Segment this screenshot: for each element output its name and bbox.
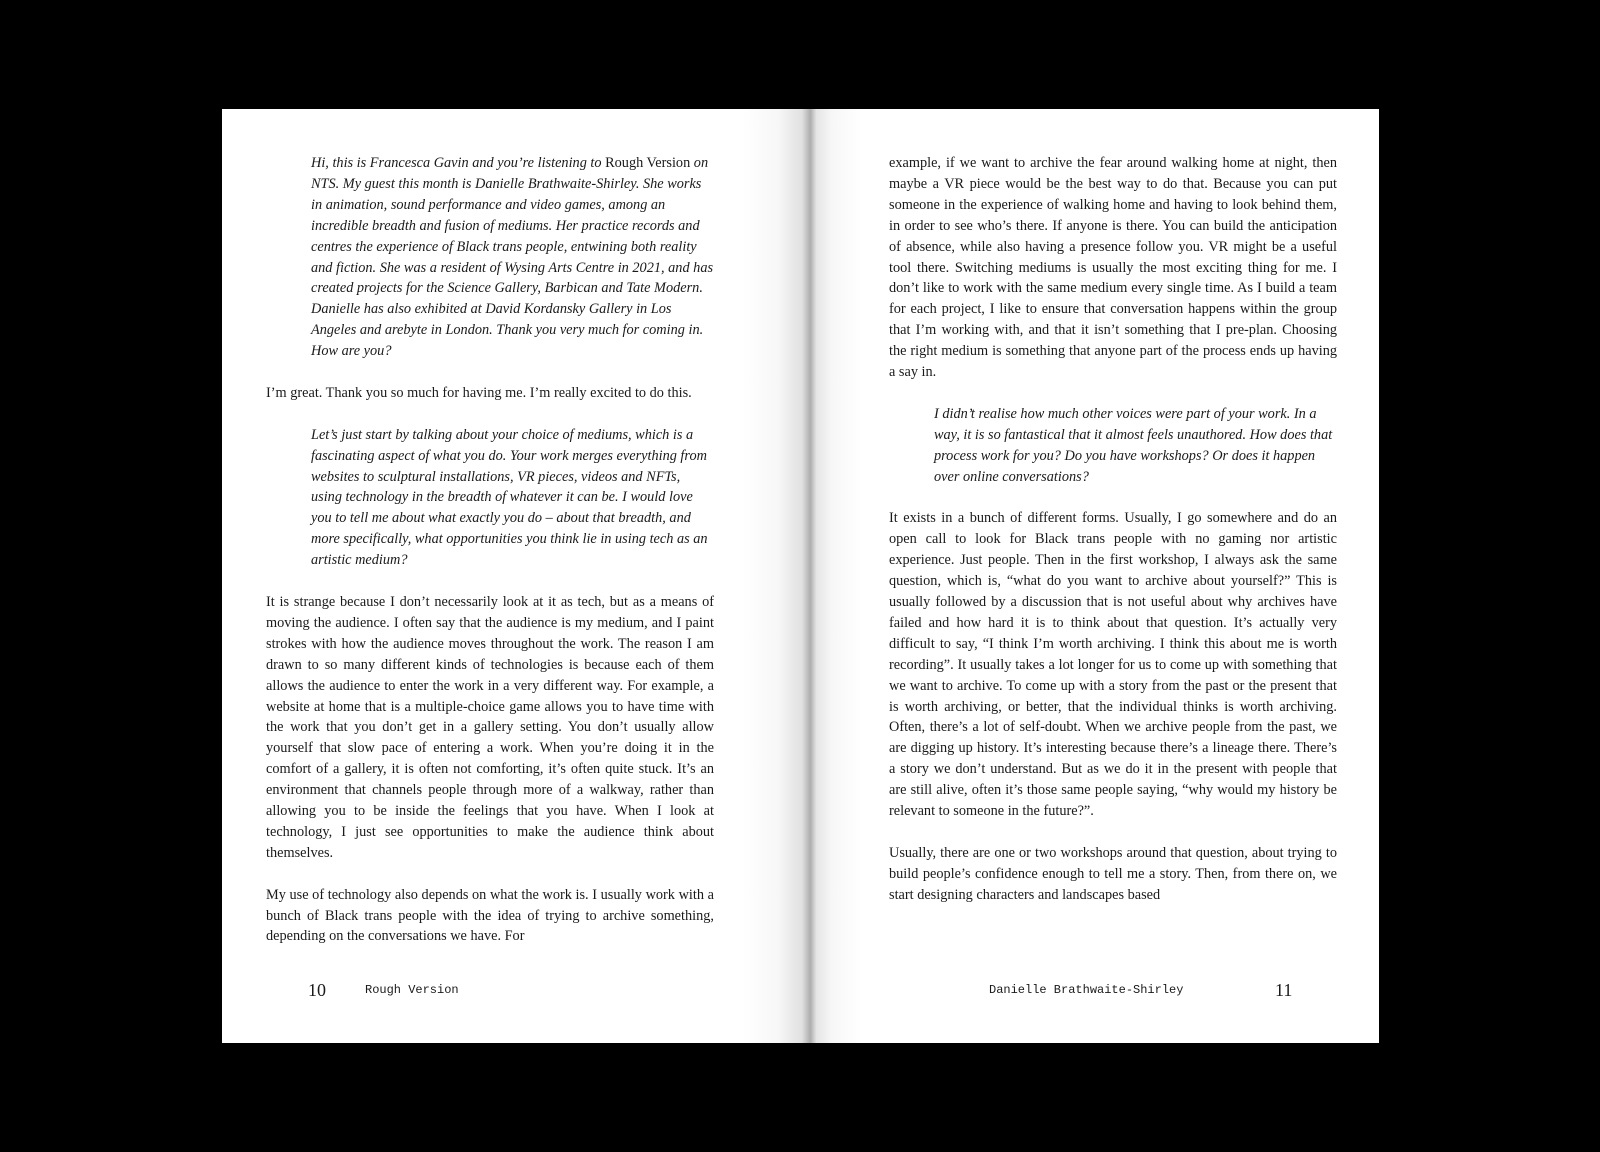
answer-paragraph: It is strange because I don’t necessarily look at it as tech, but as a means of moving the audience. I often say that the audience is my medium, and I paint strokes with how the audience moves throughout the work. The reason I am drawn to so many different kinds of technologies is because each of them allows the audience to enter the work in a very different way. For example, a website at home that is a multiple-choice game allows you to have time with the work that you don’t get in a gallery setting. You don’t usually allow yourself that slow pace of entering a work. When you’re doing it in the comfort of a gallery, it is often not comforting, it’s often quite stuck. It’s an environment that channels people through more of a walkway, rather than allowing you to be inside the feelings that you have. When I look at technology, I just see opportunities to make the audience think about themselves. (266, 593, 714, 861)
left-page (266, 153, 714, 947)
interviewer-question: Let’s just start by talking about your choice of mediums, which is a fascinating aspect of what you do. Your work merges everything from websites to sculptural installations, VR pieces, videos and NFTs, using technology in the breadth of whatever it can be. I would love you to tell me about what exactly you do – about that breadth, and more specifically, what opportunities you think lie in using tech as an artistic medium? (311, 426, 708, 569)
book-gutter (742, 109, 862, 1043)
question-text: Hi, this is Francesca Gavin and you’re listening to (311, 155, 606, 171)
answer-paragraph: I’m great. Thank you so much for having me. I’m really excited to do this. (266, 384, 692, 401)
interviewer-question: I didn’t realise how much other voices were part of your work. In a way, it is so fantastical that it almost feels unauthored. How does that process work for you? Do you have workshops? Or does it happen over online conversations? (934, 405, 1333, 485)
show-title: Rough Version (605, 155, 691, 171)
running-head-right: Danielle Brathwaite-Shirley (989, 983, 1184, 997)
question-text: on NTS. My guest this month is Danielle Brathwaite-Shirley. She works in animation, sound performance and video games, among an incredible breadth and fusion of mediums. Her practice records and centres the experience of Black trans people, entwining both reality and fiction. She was a resident of Wysing Arts Centre in 2021, and has created projects for the Science Gallery, Barbican and Tate Modern. Danielle has also exhibited at David Kordansky Gallery in Los Angeles and arebyte in London. Thank you very much for coming in. How are you? (311, 155, 714, 360)
answer-paragraph: Usually, there are one or two workshops around that question, about trying to build people’s confidence enough to tell me a story. Then, from there on, we start designing characters and landscapes based (889, 844, 1337, 903)
interviewer-question (311, 153, 714, 362)
answer-paragraph: example, if we want to archive the fear around walking home at night, then maybe a VR piece would be the best way to do that. Because you can put someone in the experience of walking home and having to look behind them, in order to see who’s there. If anyone is there. You can build the anticipation of absence, while also having a presence follow you. VR might be a useful tool there. Switching mediums is usually the most exciting thing for me. I don’t like to work with the same medium every single time. As I build a team for each project, I like to ensure that conversation happens within the group that I’m working with, and that it isn’t something that I pre-plan. Choosing the right medium is something that anyone part of the process ends up having a say in. (889, 155, 1337, 381)
page-number-right: 11 (1275, 980, 1293, 1000)
running-head-left: Rough Version (365, 983, 459, 997)
book-spread (222, 109, 1379, 1043)
page-number-left: 10 (308, 980, 326, 1000)
right-page (889, 153, 1337, 906)
answer-paragraph: It exists in a bunch of different forms. Usually, I go somewhere and do an open call to look for Black trans people with no gaming nor artistic experience. Just people. Then in the first workshop, I always ask the same question, which is, “what do you want to archive about yourself?” This is usually followed by a discussion that is not useful about why archives have failed and how hard it is to think about that question. It’s actually very difficult to say, “I think I’m worth archiving. I think this about me is worth recording”. It usually takes a lot longer for us to come up with something that we want to archive. To come up with a story from the past or the present that is worth archiving, or better, that the individual thinks is worth archiving. Often, there’s a lot of self-doubt. When we archive people from the past, we are digging up history. It’s interesting because there’s a lineage there. There’s a story we don’t understand. But as we do it in the present with people that are still alive, often it’s those same people saying, “why would my history be relevant to someone in the future?”. (889, 510, 1337, 820)
answer-paragraph: My use of technology also depends on what the work is. I usually work with a bunch of Black trans people with the idea of trying to archive something, depending on the conversations we have. For (266, 886, 714, 945)
